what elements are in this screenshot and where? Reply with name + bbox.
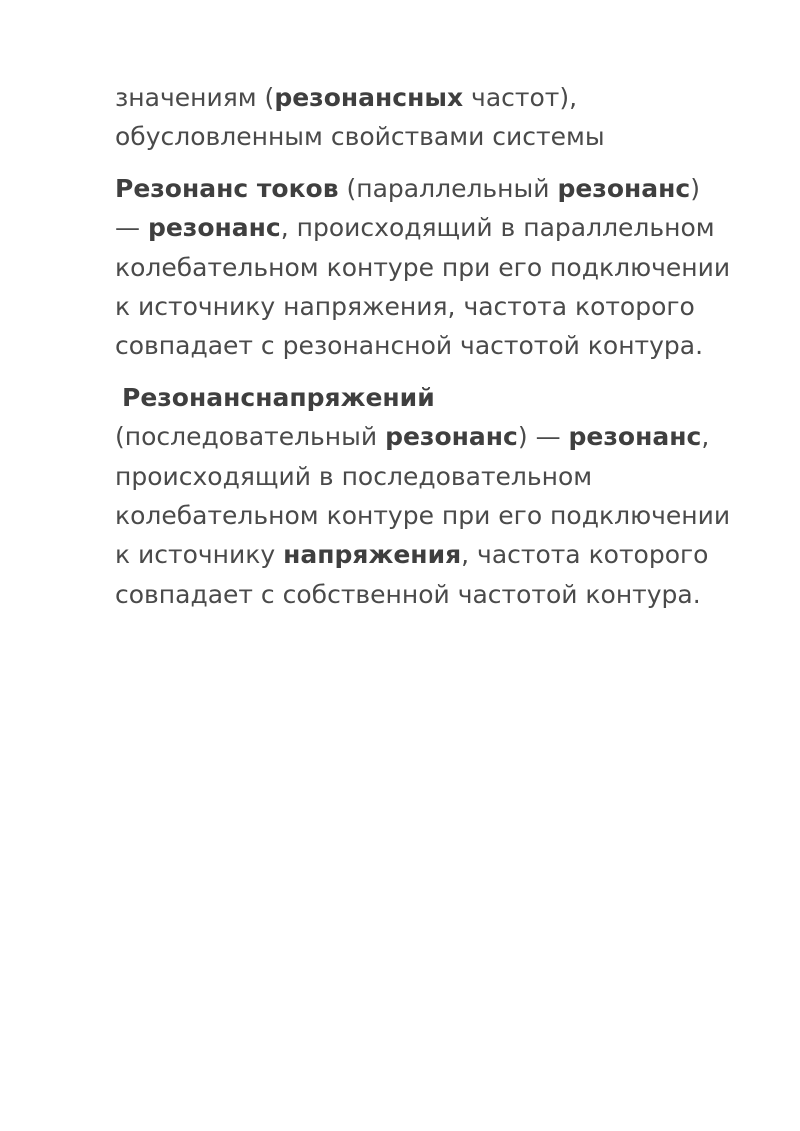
text-run: , частота которого	[461, 540, 709, 570]
text-line	[115, 326, 755, 365]
text-run: происходящий в последовательном	[115, 461, 593, 491]
text-run: —	[115, 213, 148, 243]
text-line	[115, 208, 755, 247]
paragraph-resonant-frequencies	[115, 78, 755, 157]
bold-term: Резонанснапряжений	[122, 382, 435, 412]
text-run: частот),	[463, 83, 578, 112]
text-line	[115, 169, 755, 208]
text-run: к источнику	[115, 540, 284, 570]
paragraph-voltage-resonance	[115, 378, 755, 614]
text-run: совпадает с собственной частотой контура.	[115, 579, 701, 609]
text-line	[115, 457, 755, 496]
bold-term: напряжения	[283, 540, 462, 570]
document-page	[115, 78, 755, 626]
text-run: к источнику напряжения, частота которого	[115, 291, 695, 321]
bold-term: резонанс	[557, 173, 691, 203]
bold-term: Резонанс токов	[115, 173, 339, 203]
text-line	[115, 417, 755, 456]
text-run: колебательном контуре при его подключении	[115, 252, 731, 282]
text-run: (параллельный	[338, 173, 558, 203]
text-line	[115, 535, 755, 574]
text-run: значениям (	[115, 83, 275, 112]
bold-term: резонанс	[147, 213, 281, 243]
bold-term: резонанс	[385, 422, 518, 452]
text-line	[115, 78, 755, 117]
text-line	[115, 248, 755, 287]
text-line	[115, 287, 755, 326]
text-line	[115, 496, 755, 535]
text-run: )	[690, 173, 701, 203]
text-run: ,	[701, 422, 710, 452]
text-run: колебательном контуре при его подключении	[115, 500, 731, 530]
bold-term: резонансных	[274, 83, 464, 112]
text-line	[115, 117, 755, 156]
bold-term: резонанс	[568, 422, 702, 452]
text-run: , происходящий в параллельном	[280, 213, 715, 243]
paragraph-current-resonance	[115, 169, 755, 366]
text-run: ) —	[517, 422, 569, 452]
text-run: совпадает с резонансной частотой контура.	[115, 331, 704, 361]
text-run: (последовательный	[115, 422, 386, 452]
text-line	[115, 575, 755, 614]
text-line	[115, 378, 755, 417]
text-run: обусловленным свойствами системы	[115, 122, 605, 152]
